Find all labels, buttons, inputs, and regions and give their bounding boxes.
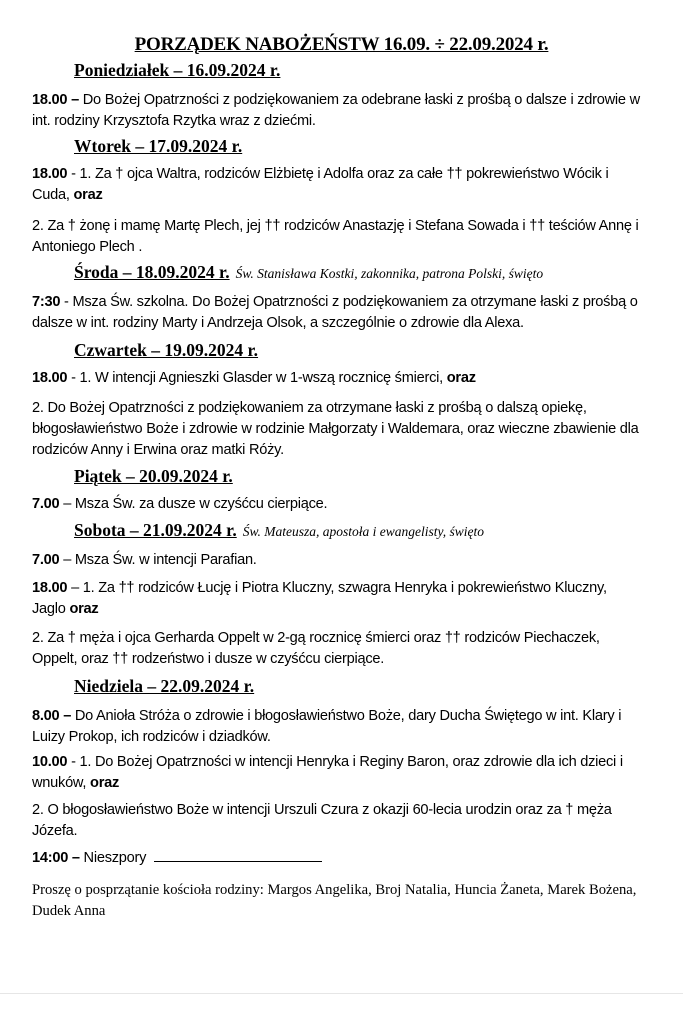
mass-time: 8.00 – (32, 708, 72, 724)
page-title: PORZĄDEK NABOŻEŃSTW 16.09. ÷ 22.09.2024 r. (134, 34, 549, 55)
day-name: Poniedziałek – 16.09.2024 r. (74, 60, 281, 80)
mass-time: 7:30 (32, 294, 61, 310)
day-name: Środa – 18.09.2024 r. (74, 262, 230, 282)
mass-intention: - 1. Za † ojca Waltra, rodziców Elżbietę i Adolfa oraz za całe †† pokrewieństwo Wócik i Cuda, (32, 166, 609, 203)
mass-entry (32, 90, 640, 132)
mass-entry (32, 398, 640, 461)
mass-entry (32, 752, 640, 794)
mass-entry (32, 494, 640, 515)
day-name: Wtorek – 17.09.2024 r. (74, 136, 243, 156)
conjunction: oraz (73, 187, 103, 203)
day-heading-monday (74, 60, 280, 81)
mass-entry (32, 368, 640, 389)
mass-intention: Do Bożej Opatrzności z podziękowaniem za odebrane łaski z prośbą o dalsze i zdrowie w int. rodziny Krzysztofa Rzytka wraz z dziećmi. (32, 92, 640, 129)
mass-intention: Do Anioła Stróża o zdrowie i błogosławieństwo Boże, dary Ducha Świętego w int. Klary i Luizy Prokop, ich rodziców i dziadków. (32, 708, 622, 745)
mass-entry (32, 578, 640, 620)
mass-time: 14:00 – (32, 850, 80, 866)
mass-time: 7.00 (32, 552, 60, 568)
mass-entry (32, 550, 640, 571)
day-heading-thursday (74, 340, 258, 361)
conjunction: oraz (90, 775, 120, 791)
mass-time: 7.00 (32, 496, 60, 512)
mass-intention: – 1. Za †† rodziców Łucję i Piotra Kluczny, szwagra Henryka i pokrewieństwo Kluczny, Jaglo (32, 580, 607, 617)
mass-entry (32, 628, 640, 670)
mass-time: 18.00 – (32, 92, 79, 108)
mass-intention: - 1. W intencji Agnieszki Glasder w 1-wszą rocznicę śmierci, (67, 370, 447, 386)
scan-edge (0, 993, 683, 994)
mass-intention: 2. Do Bożej Opatrzności z podziękowaniem za otrzymane łaski z prośbą o dalszą opiekę, błogosławieństwo Boże i zdrowie w rodzinie Małgorzaty i Waldemara, oraz wieczne zbawienie dla rodziców Anny i Erwina oraz matki Róży. (32, 400, 639, 458)
mass-time: 18.00 (32, 166, 68, 182)
mass-time: 18.00 (32, 370, 68, 386)
mass-intention: Nieszpory (79, 850, 147, 866)
mass-intention: – Msza Św. w intencji Parafian. (59, 552, 257, 568)
day-name: Piątek – 20.09.2024 r. (74, 466, 233, 486)
day-heading-saturday (74, 520, 484, 541)
mass-entry (32, 164, 640, 206)
mass-intention: - Msza Św. szkolna. Do Bożej Opatrzności z podziękowaniem za otrzymane łaski z prośbą o dalsze w int. rodziny Marty i Andrzeja Olsok, a szczególnie o zdrowie dla Alexa. (32, 294, 638, 331)
mass-intention: 2. Za † żonę i mamę Martę Plech, jej †† rodziców Anastazję i Stefana Sowada i †† teściów Annę i Antoniego Plech . (32, 218, 639, 255)
mass-intention: 2. O błogosławieństwo Boże w intencji Urszuli Czura z okazji 60-lecia urodzin oraz za † męża Józefa. (32, 802, 612, 839)
mass-entry (32, 800, 640, 842)
mass-entry (32, 848, 640, 869)
mass-entry (32, 292, 640, 334)
mass-time: 18.00 (32, 580, 68, 596)
day-name: Sobota – 21.09.2024 r. (74, 520, 237, 540)
conjunction: oraz (69, 601, 99, 617)
day-name: Niedziela – 22.09.2024 r. (74, 676, 255, 696)
blank-line (154, 849, 322, 862)
day-name: Czwartek – 19.09.2024 r. (74, 340, 259, 360)
mass-intention: 2. Za † męża i ojca Gerharda Oppelt w 2-gą rocznicę śmierci oraz †† rodziców Piechaczek, Oppelt, oraz †† rodzeństwo i dusze w czyśćcu cierpiące. (32, 630, 600, 667)
cleaning-note: Proszę o posprzątanie kościoła rodziny: Margos Angelika, Broj Natalia, Huncia Żaneta, Marek Bożena, Dudek Anna (32, 882, 637, 919)
feast-name: Św. Mateusza, apostoła i ewangelisty, święto (242, 524, 484, 539)
mass-intention: - 1. Do Bożej Opatrzności w intencji Henryka i Reginy Baron, oraz zdrowie dla ich dzieci i wnuków, (32, 754, 623, 791)
mass-time: 10.00 (32, 754, 68, 770)
mass-entry (32, 216, 640, 258)
day-heading-friday (74, 466, 233, 487)
mass-entry (32, 706, 640, 748)
conjunction: oraz (446, 370, 476, 386)
day-heading-wednesday (74, 262, 543, 283)
day-heading-tuesday (74, 136, 242, 157)
feast-name: Św. Stanisława Kostki, zakonnika, patrona Polski, święto (235, 266, 544, 281)
mass-intention: – Msza Św. za dusze w czyśćcu cierpiące. (59, 496, 328, 512)
day-heading-sunday (74, 676, 254, 697)
